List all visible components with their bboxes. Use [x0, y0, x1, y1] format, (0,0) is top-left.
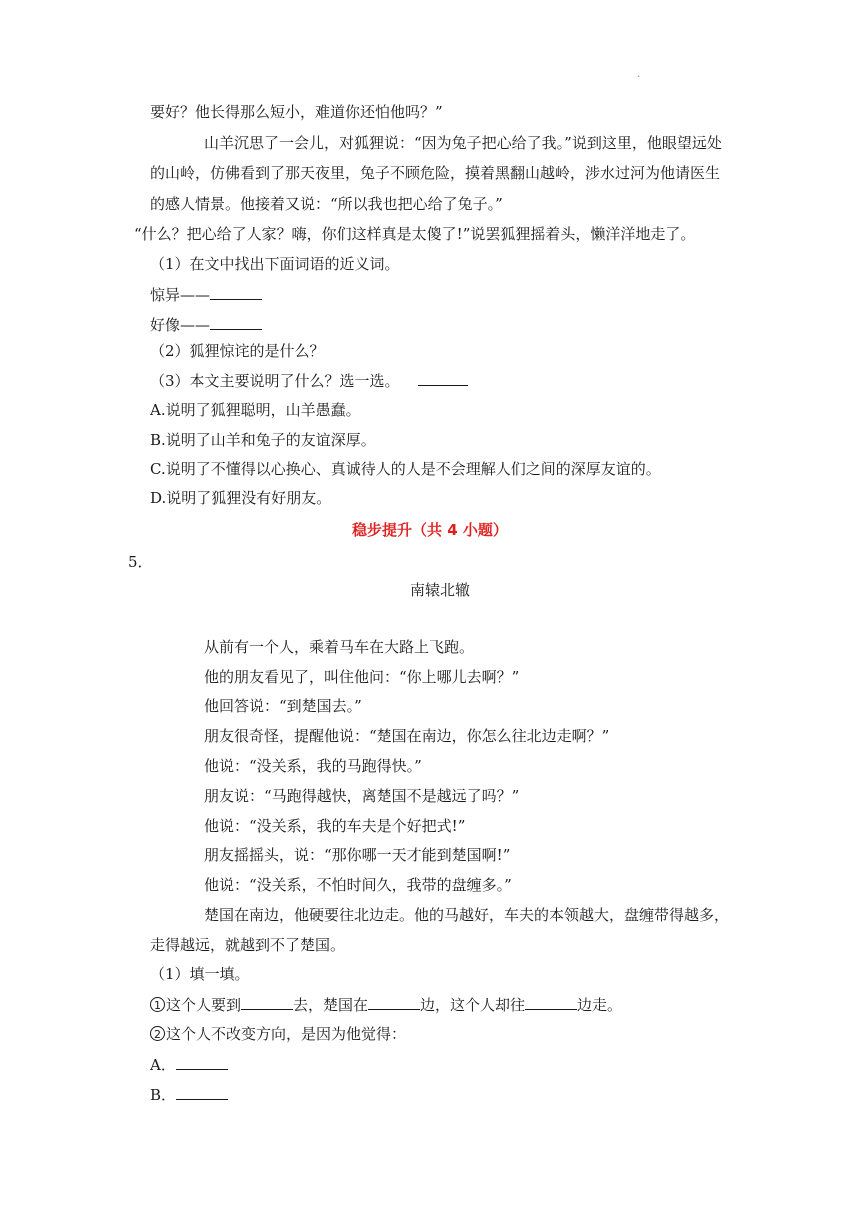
synonym-item: [150, 314, 262, 334]
option-d: D.说明了狐狸没有好朋友。: [150, 489, 332, 507]
synonym-item: [150, 284, 262, 304]
sub-question-1: （1）填一填。: [150, 965, 250, 983]
fill-in-item-1: [150, 994, 622, 1014]
option-label: B．: [150, 1086, 177, 1104]
fill-text: 这个人不改变方向，是因为他觉得：: [166, 1025, 407, 1043]
option-label: A．: [150, 1056, 176, 1074]
option-b: B.说明了山羊和兔子的友谊深厚。: [150, 431, 376, 449]
synonym-word: 惊异——: [150, 286, 211, 304]
section-heading: 稳步提升（共 4 小题）: [352, 521, 508, 539]
answer-option-b: [150, 1084, 228, 1104]
fill-text: 边，这个人却往: [420, 996, 526, 1014]
answer-blank[interactable]: [241, 994, 293, 1010]
answer-blank[interactable]: [368, 994, 420, 1010]
passage-line: 的感人情景。他接着又说：“所以我也把心给了兔子。”: [150, 195, 503, 213]
passage-line: 朋友摇摇头，说：“那你哪一天才能到楚国啊!”: [204, 846, 511, 864]
passage-line: 他说：“没关系，不怕时间久，我带的盘缠多。”: [204, 876, 512, 894]
corner-mark: ·: [637, 72, 641, 83]
answer-blank[interactable]: [176, 1054, 228, 1070]
sub-question-1: （1）在文中找出下面词语的近义词。: [150, 255, 400, 273]
passage-line: 朋友说：“马跑得越快，离楚国不是越远了吗？”: [204, 787, 520, 805]
fill-in-item-2: [150, 1024, 406, 1044]
answer-blank[interactable]: [210, 284, 262, 300]
fill-text: 边走。: [577, 996, 623, 1014]
passage-line: 朋友很奇怪，提醒他说：“楚国在南边，你怎么往北边走啊？”: [204, 727, 610, 745]
passage-line: 他说：“没关系，我的车夫是个好把式!”: [204, 817, 466, 835]
option-a: A.说明了狐狸聪明，山羊愚蠢。: [150, 401, 361, 419]
passage-line: 走得越远，就越到不了楚国。: [150, 936, 346, 954]
sub-question-3-text: （3）本文主要说明了什么？选一选。: [150, 372, 400, 390]
circled-number-2: 2: [150, 1026, 165, 1041]
passage-line: 山羊沉思了一会儿，对狐狸说：“因为兔子把心给了我。”说到这里，他眼望远处: [204, 134, 722, 152]
passage-title: 南辕北辙: [409, 581, 470, 599]
answer-blank[interactable]: [210, 314, 262, 330]
sub-question-2: （2）狐狸惊诧的是什么？: [150, 342, 325, 360]
answer-blank[interactable]: [525, 994, 577, 1010]
passage-line: 楚国在南边，他硬要往北边走。他的马越好，车夫的本领越大，盘缠带得越多，: [204, 906, 730, 924]
circled-number-1: 1: [150, 997, 165, 1012]
answer-blank[interactable]: [176, 1084, 228, 1100]
fill-text: 这个人要到: [166, 996, 242, 1014]
answer-blank[interactable]: [418, 370, 468, 386]
synonym-word: 好像——: [150, 316, 211, 334]
passage-line: 他的朋友看见了，叫住他问：“你上哪儿去啊？”: [204, 668, 520, 686]
passage-line: “什么？把心给了人家？嗨，你们这样真是太傻了!”说罢狐狸摇着头，懒洋洋地走了。: [134, 225, 696, 243]
answer-option-a: [150, 1054, 228, 1074]
passage-line: 从前有一个人，乘着马车在大路上飞跑。: [204, 638, 475, 656]
passage-line: 要好？他长得那么短小，难道你还怕他吗？”: [150, 103, 443, 121]
passage-line: 的山岭，仿佛看到了那天夜里，兔子不顾危险，摸着黑翻山越岭，涉水过河为他请医生: [150, 164, 721, 182]
question-number: 5．: [128, 553, 153, 571]
passage-line: 他回答说：“到楚国去。”: [204, 697, 362, 715]
option-c: C.说明了不懂得以心换心、真诚待人的人是不会理解人们之间的深厚友谊的。: [150, 460, 661, 478]
fill-text: 去，楚国在: [293, 996, 369, 1014]
sub-question-3: [150, 370, 468, 390]
passage-line: 他说：“没关系，我的马跑得快。”: [204, 757, 422, 775]
